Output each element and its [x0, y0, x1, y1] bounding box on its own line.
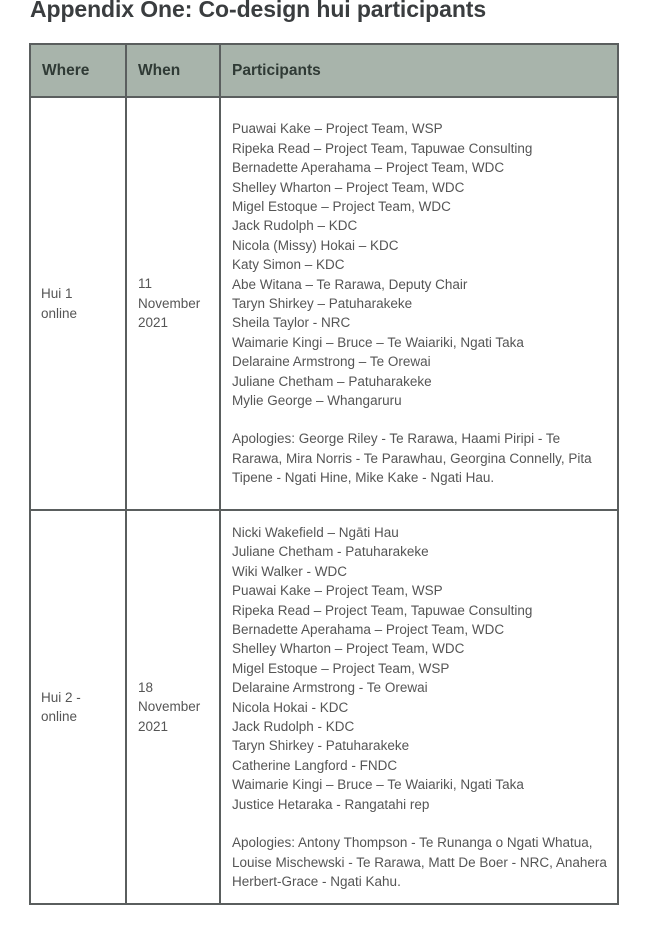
participant-item: Sheila Taylor - NRC: [232, 315, 351, 331]
participant-item: Waimarie Kingi – Bruce – Te Waiariki, Ngati Taka: [232, 777, 524, 793]
participant-item: Jack Rudolph - KDC: [232, 719, 355, 735]
participant-item: Catherine Langford - FNDC: [232, 757, 398, 773]
participant-item: Jack Rudolph – KDC: [232, 218, 358, 234]
where-line: online: [41, 709, 78, 725]
participant-item: Puawai Kake – Project Team, WSP: [232, 121, 443, 137]
where-cell: [30, 510, 126, 904]
participant-item: Wiki Walker - WDC: [232, 563, 347, 579]
participant-item: Shelley Wharton – Project Team, WDC: [232, 179, 465, 195]
when-line: 11: [138, 276, 153, 292]
participant-item: Juliane Chetham – Patuharakeke: [232, 373, 432, 389]
participant-item: Bernadette Aperahama – Project Team, WDC: [232, 160, 505, 176]
header-participants: Participants: [220, 44, 618, 97]
apologies-text: Apologies: George Riley - Te Rarawa, Haami Piripi - Te Rarawa, Mira Norris - Te Parawhau, Georgina Connelly, Pita Tipene - Ngati Hine, Mike Kake - Ngati Hau.: [232, 431, 592, 486]
where-line: online: [41, 305, 78, 321]
participants-cell: [220, 510, 618, 904]
participants-table: [29, 43, 619, 905]
participant-item: Delaraine Armstrong - Te Orewai: [232, 680, 428, 696]
when-cell: [126, 97, 220, 510]
table-row: [30, 97, 618, 510]
participant-item: Bernadette Aperahama – Project Team, WDC: [232, 622, 505, 638]
participant-item: Mylie George – Whangaruru: [232, 393, 402, 409]
participant-item: Taryn Shirkey - Patuharakeke: [232, 738, 410, 754]
participant-item: Migel Estoque – Project Team, WSP: [232, 660, 450, 676]
participant-item: Abe Witana – Te Rarawa, Deputy Chair: [232, 276, 468, 292]
when-cell: [126, 510, 220, 904]
table-row: [30, 510, 618, 904]
where-line: Hui 1: [41, 286, 73, 302]
page-title: Appendix One: Co-design hui participants: [30, 0, 487, 22]
header-where: Where: [30, 44, 126, 97]
apologies-text: Apologies: Antony Thompson - Te Runanga o Ngati Whatua, Louise Mischewski - Te Rarawa, Matt De Boer - NRC, Anahera Herbert-Grace - Ngati Kahu.: [232, 835, 607, 889]
when-line: November: [138, 295, 201, 311]
participant-list: [232, 523, 609, 814]
participant-item: Migel Estoque – Project Team, WDC: [232, 198, 451, 214]
participant-item: Nicola Hokai - KDC: [232, 699, 349, 715]
when-line: 18: [138, 680, 154, 696]
participant-item: Puawai Kake – Project Team, WSP: [232, 583, 443, 599]
participant-item: Delaraine Armstrong – Te Orewai: [232, 354, 431, 370]
when-line: November: [138, 699, 201, 715]
participants-cell: [220, 97, 618, 510]
participant-item: Waimarie Kingi – Bruce – Te Waiariki, Ngati Taka: [232, 334, 524, 350]
where-cell: [30, 97, 126, 510]
header-when: When: [126, 44, 220, 97]
participant-item: Taryn Shirkey – Patuharakeke: [232, 296, 413, 311]
when-line: 2021: [138, 315, 169, 331]
participant-item: Juliane Chetham - Patuharakeke: [232, 544, 429, 560]
participant-list: [232, 119, 609, 410]
participant-item: Justice Hetaraka - Rangatahi rep: [232, 796, 430, 812]
participant-item: Ripeka Read – Project Team, Tapuwae Consulting: [232, 602, 533, 618]
participant-item: Katy Simon – KDC: [232, 257, 345, 273]
participant-item: Nicki Wakefield – Ngāti Hau: [232, 525, 399, 540]
participant-item: Ripeka Read – Project Team, Tapuwae Consulting: [232, 140, 533, 156]
table-header-row: [30, 44, 618, 97]
participant-item: Shelley Wharton – Project Team, WDC: [232, 641, 465, 657]
where-line: Hui 2 -: [41, 689, 81, 705]
when-line: 2021: [138, 718, 169, 734]
participant-item: Nicola (Missy) Hokai – KDC: [232, 237, 399, 253]
